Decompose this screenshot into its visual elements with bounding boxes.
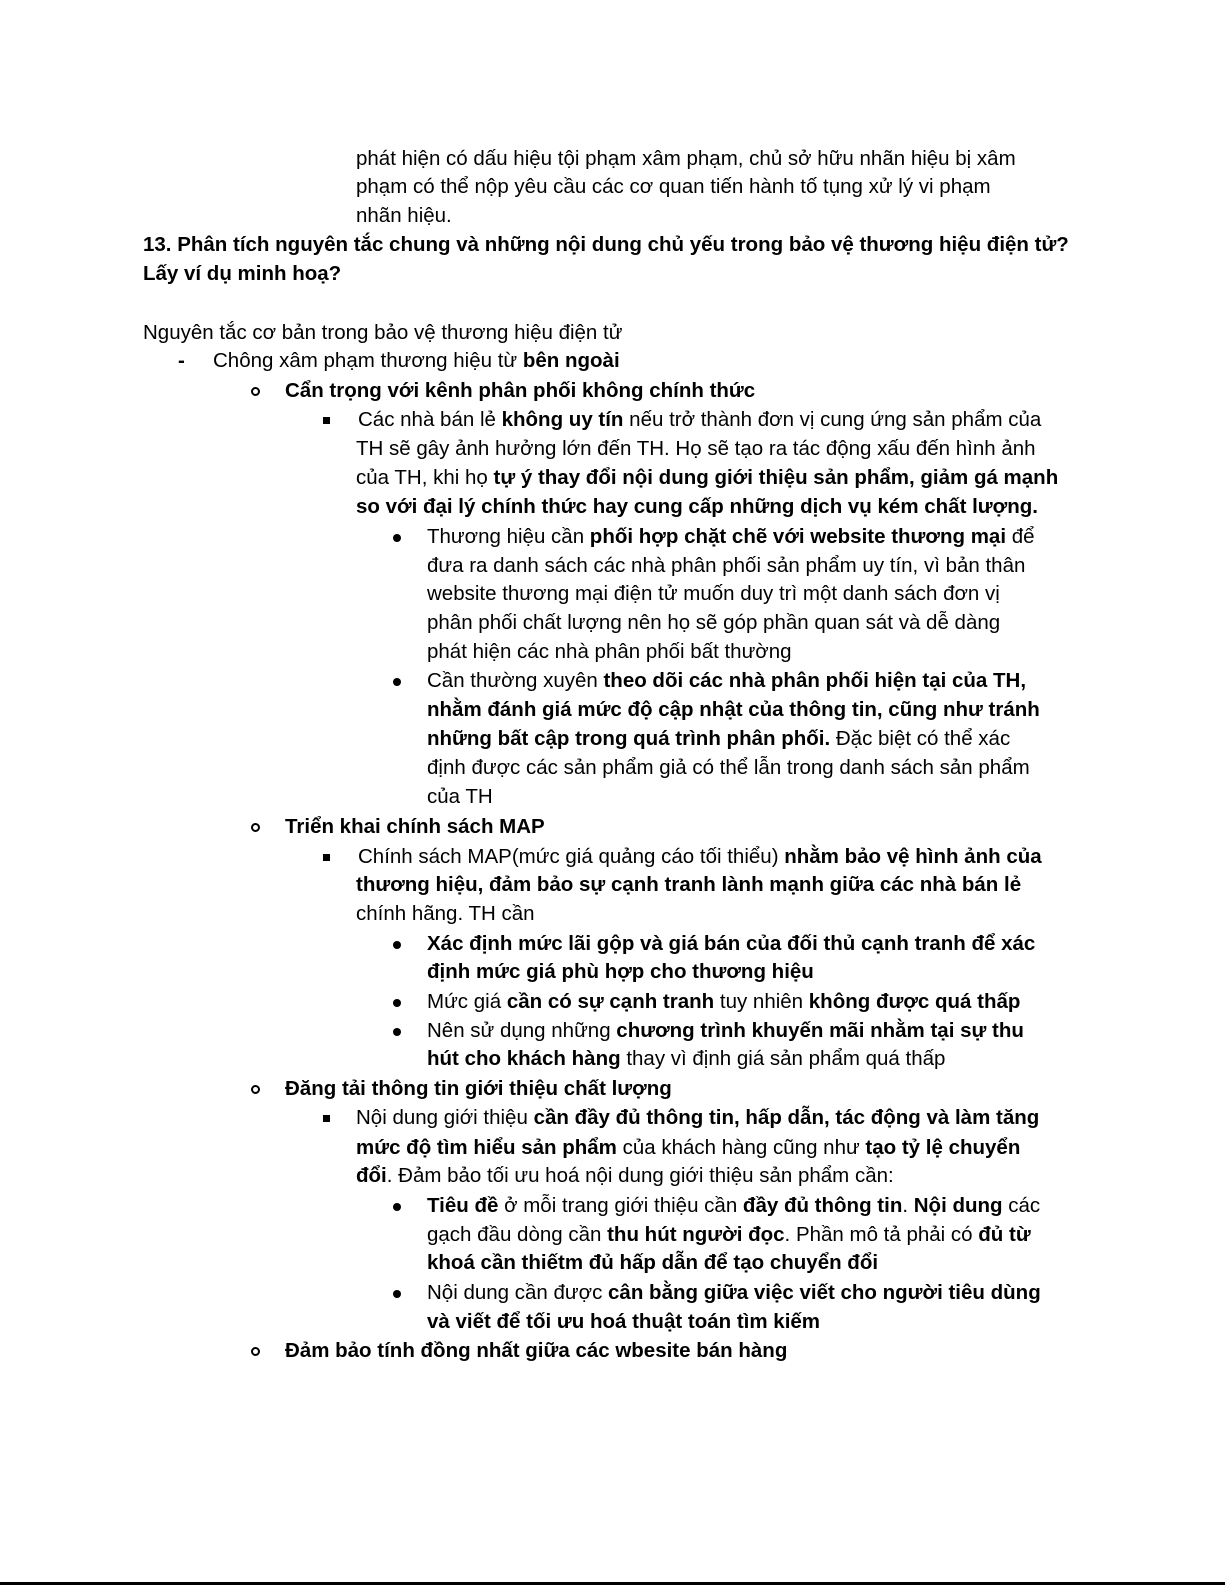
dot-bullet-icon bbox=[393, 1278, 401, 1307]
dot-bullet-icon bbox=[393, 666, 401, 695]
dot-bullet-icon bbox=[393, 1191, 401, 1220]
circle-bullet-icon bbox=[251, 1336, 260, 1365]
circle-bullet-icon bbox=[251, 812, 260, 841]
section-a-para-line-1: Các nhà bán lẻ không uy tín nếu trở thành đơn vị cung ứng sản phẩm của bbox=[358, 408, 1042, 431]
dot-bullet-icon bbox=[393, 987, 401, 1016]
carryover-line-3: nhãn hiệu. bbox=[356, 204, 452, 227]
section-b-bullet3-line-1: Nên sử dụng những chương trình khuyến mãi nhằm tại sự thu bbox=[427, 1019, 1024, 1042]
section-a-bullet1-line-4: phân phối chất lượng nên họ sẽ góp phần quan sát và dễ dàng bbox=[427, 611, 1001, 634]
question-heading-line-2: Lấy ví dụ minh hoạ? bbox=[143, 262, 342, 285]
dot-bullet-icon bbox=[393, 929, 401, 958]
section-c-para-line-1: Nội dung giới thiệu cần đầy đủ thông tin, hấp dẫn, tác động và làm tăng bbox=[356, 1106, 1040, 1129]
section-c-heading: Đăng tải thông tin giới thiệu chất lượng bbox=[285, 1077, 672, 1100]
dash-marker: - bbox=[178, 349, 185, 372]
section-a-bullet2-line-3: những bất cập trong quá trình phân phối. Đặc biệt có thể xác bbox=[427, 727, 1011, 750]
carryover-line-1: phát hiện có dấu hiệu tội phạm xâm phạm, chủ sở hữu nhãn hiệu bị xâm bbox=[356, 147, 1016, 170]
section-a-bullet1-line-2: đưa ra danh sách các nhà phân phối sản phẩm uy tín, vì bản thân bbox=[427, 554, 1026, 577]
section-d-heading: Đảm bảo tính đồng nhất giữa các wbesite bán hàng bbox=[285, 1339, 788, 1362]
section-a-para-line-4: so với đại lý chính thức hay cung cấp những dịch vụ kém chất lượng. bbox=[356, 495, 1038, 518]
square-bullet-icon bbox=[323, 405, 330, 434]
section-b-para-line-3: chính hãng. TH cần bbox=[356, 902, 535, 925]
section-b-bullet1-line-1: Xác định mức lãi gộp và giá bán của đối thủ cạnh tranh để xác bbox=[427, 932, 1036, 955]
section-c-bullet2-line-1: Nội dung cần được cân bằng giữa việc viết cho người tiêu dùng bbox=[427, 1281, 1041, 1304]
section-a-bullet1-line-1: Thương hiệu cần phối hợp chặt chẽ với website thương mại để bbox=[427, 525, 1035, 548]
section-a-heading: Cẩn trọng với kênh phân phối không chính thức bbox=[285, 379, 756, 402]
question-heading-line-1: 13. Phân tích nguyên tắc chung và những nội dung chủ yếu trong bảo vệ thương hiệu điện tử? bbox=[143, 233, 1069, 256]
section-c-para-line-3: đổi. Đảm bảo tối ưu hoá nội dung giới thiệu sản phẩm cần: bbox=[356, 1164, 894, 1187]
level1-text: Chông xâm phạm thương hiệu từ bbox=[213, 349, 523, 372]
circle-bullet-icon bbox=[251, 1074, 260, 1103]
section-c-bullet1-line-1: Tiêu đề ở mỗi trang giới thiệu cần đầy đủ thông tin. Nội dung các bbox=[427, 1194, 1041, 1217]
section-a-bullet2-line-5: của TH bbox=[427, 785, 493, 808]
section-a-para-line-2: TH sẽ gây ảnh hưởng lớn đến TH. Họ sẽ tạo ra tác động xấu đến hình ảnh bbox=[356, 437, 1036, 460]
section-a-bullet2-line-4: định được các sản phẩm giả có thể lẫn trong danh sách sản phẩm bbox=[427, 756, 1030, 779]
section-b-para-line-2: thương hiệu, đảm bảo sự cạnh tranh lành mạnh giữa các nhà bán lẻ bbox=[356, 873, 1022, 896]
section-c-bullet1-line-2: gạch đầu dòng cần thu hút người đọc. Phần mô tả phải có đủ từ bbox=[427, 1223, 1031, 1246]
section-c-bullet1-line-3: khoá cần thiếtm đủ hấp dẫn để tạo chuyển đổi bbox=[427, 1251, 879, 1274]
carryover-line-2: phạm có thể nộp yêu cầu các cơ quan tiến hành tố tụng xử lý vi phạm bbox=[356, 175, 991, 198]
square-bullet-icon bbox=[323, 842, 330, 871]
section-b-bullet1-line-2: định mức giá phù hợp cho thương hiệu bbox=[427, 960, 814, 983]
level1-item bbox=[213, 346, 620, 375]
section-a-bullet2-line-2: nhằm đánh giá mức độ cập nhật của thông tin, cũng như tránh bbox=[427, 698, 1040, 721]
square-bullet-icon bbox=[323, 1103, 330, 1132]
level1-bold: bên ngoài bbox=[522, 349, 620, 372]
circle-bullet-icon bbox=[251, 376, 260, 405]
section-a-bullet1-line-3: website thương mại điện tử muốn duy trì một danh sách đơn vị bbox=[427, 582, 1000, 605]
section-b-para-line-1: Chính sách MAP(mức giá quảng cáo tối thiểu) nhằm bảo vệ hình ảnh của bbox=[358, 845, 1042, 868]
section-a-bullet1-line-5: phát hiện các nhà phân phối bất thường bbox=[427, 640, 792, 663]
section-b-bullet2-line-1: Mức giá cần có sự cạnh tranh tuy nhiên không được quá thấp bbox=[427, 990, 1021, 1013]
intro-line: Nguyên tắc cơ bản trong bảo vệ thương hiệu điện tử bbox=[143, 321, 623, 344]
section-a-bullet2-line-1: Cần thường xuyên theo dõi các nhà phân phối hiện tại của TH, bbox=[427, 669, 1027, 692]
section-c-bullet2-line-2: và viết để tối ưu hoá thuật toán tìm kiếm bbox=[427, 1310, 821, 1333]
dot-bullet-icon bbox=[393, 1016, 401, 1045]
dot-bullet-icon bbox=[393, 522, 401, 551]
section-b-heading: Triển khai chính sách MAP bbox=[285, 815, 545, 838]
section-b-bullet3-line-2: hút cho khách hàng thay vì định giá sản phẩm quá thấp bbox=[427, 1047, 946, 1070]
section-a-para-line-3: của TH, khi họ tự ý thay đổi nội dung giới thiệu sản phẩm, giảm gá mạnh bbox=[356, 466, 1059, 489]
section-c-para-line-2: mức độ tìm hiểu sản phẩm của khách hàng cũng như tạo tỷ lệ chuyển bbox=[356, 1136, 1021, 1159]
